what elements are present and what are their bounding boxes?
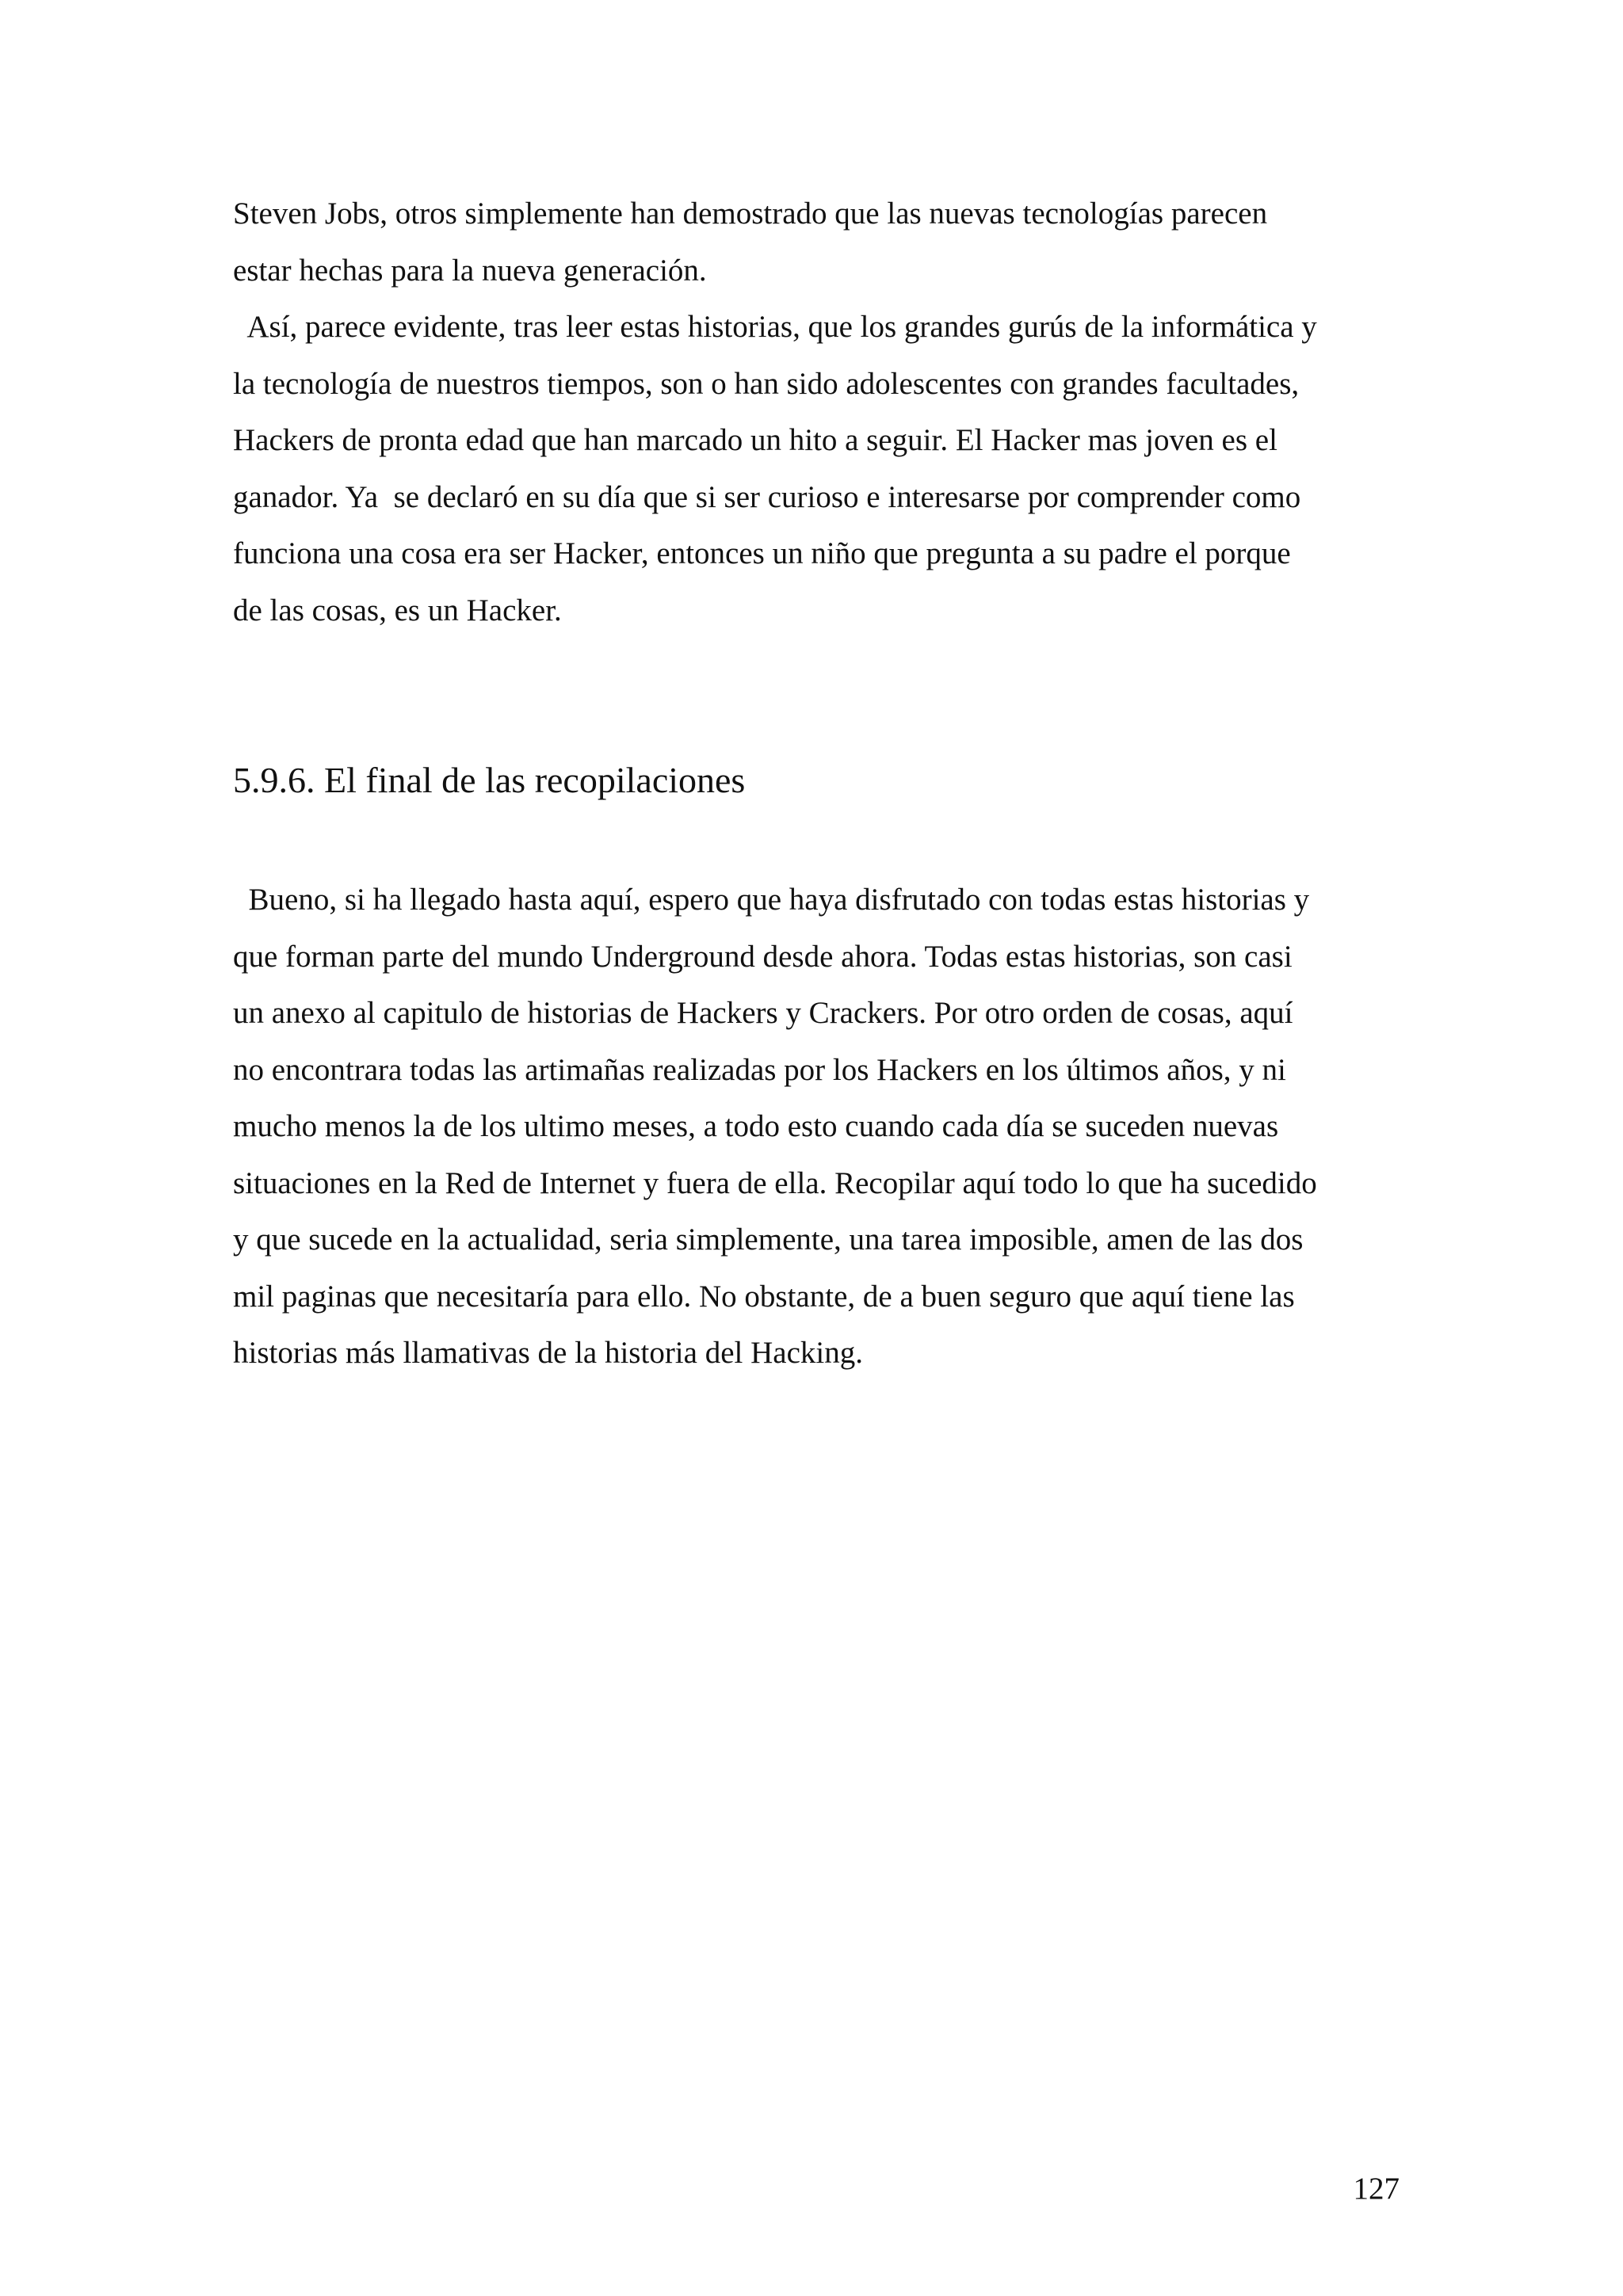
text-line: funciona una cosa era ser Hacker, entonces un niño que pregunta a su padre el porque xyxy=(233,536,1291,570)
paragraph-top xyxy=(233,185,1406,639)
text-line: que forman parte del mundo Underground desde ahora. Todas estas historias, son casi xyxy=(233,939,1293,974)
text-line: de las cosas, es un Hacker. xyxy=(233,593,562,627)
text-line: mil paginas que necesitaría para ello. No obstante, de a buen seguro que aquí tiene las xyxy=(233,1279,1295,1314)
text-line: y que sucede en la actualidad, seria simplemente, una tarea imposible, amen de las dos xyxy=(233,1222,1304,1257)
text-line: situaciones en la Red de Internet y fuera de ella. Recopilar aquí todo lo que ha sucedido xyxy=(233,1165,1317,1200)
text-line: Steven Jobs, otros simplemente han demostrado que las nuevas tecnologías parecen xyxy=(233,196,1268,231)
text-line: un anexo al capitulo de historias de Hackers y Crackers. Por otro orden de cosas, aquí xyxy=(233,996,1293,1030)
text-line: Bueno, si ha llegado hasta aquí, espero que haya disfrutado con todas estas historias y xyxy=(233,883,1310,917)
page-number: 127 xyxy=(1353,2172,1400,2206)
text-line: la tecnología de nuestros tiempos, son o han sido adolescentes con grandes facultades, xyxy=(233,366,1300,401)
text-line: Así, parece evidente, tras leer estas historias, que los grandes gurús de la informática y xyxy=(233,310,1317,344)
paragraph-bottom xyxy=(233,871,1406,1382)
text-line: estar hechas para la nueva generación. xyxy=(233,253,707,288)
text-line: historias más llamativas de la historia del Hacking. xyxy=(233,1336,863,1370)
text-line: Hackers de pronta edad que han marcado un hito a seguir. El Hacker mas joven es el xyxy=(233,423,1277,457)
text-line: mucho menos la de los ultimo meses, a todo esto cuando cada día se suceden nuevas xyxy=(233,1109,1279,1143)
section-heading: 5.9.6. El final de las recopilaciones xyxy=(233,760,746,800)
text-line: no encontrara todas las artimañas realizadas por los Hackers en los últimos años, y ni xyxy=(233,1052,1286,1087)
text-line: ganador. Ya se declaró en su día que si ser curioso e interesarse por comprender como xyxy=(233,479,1301,514)
